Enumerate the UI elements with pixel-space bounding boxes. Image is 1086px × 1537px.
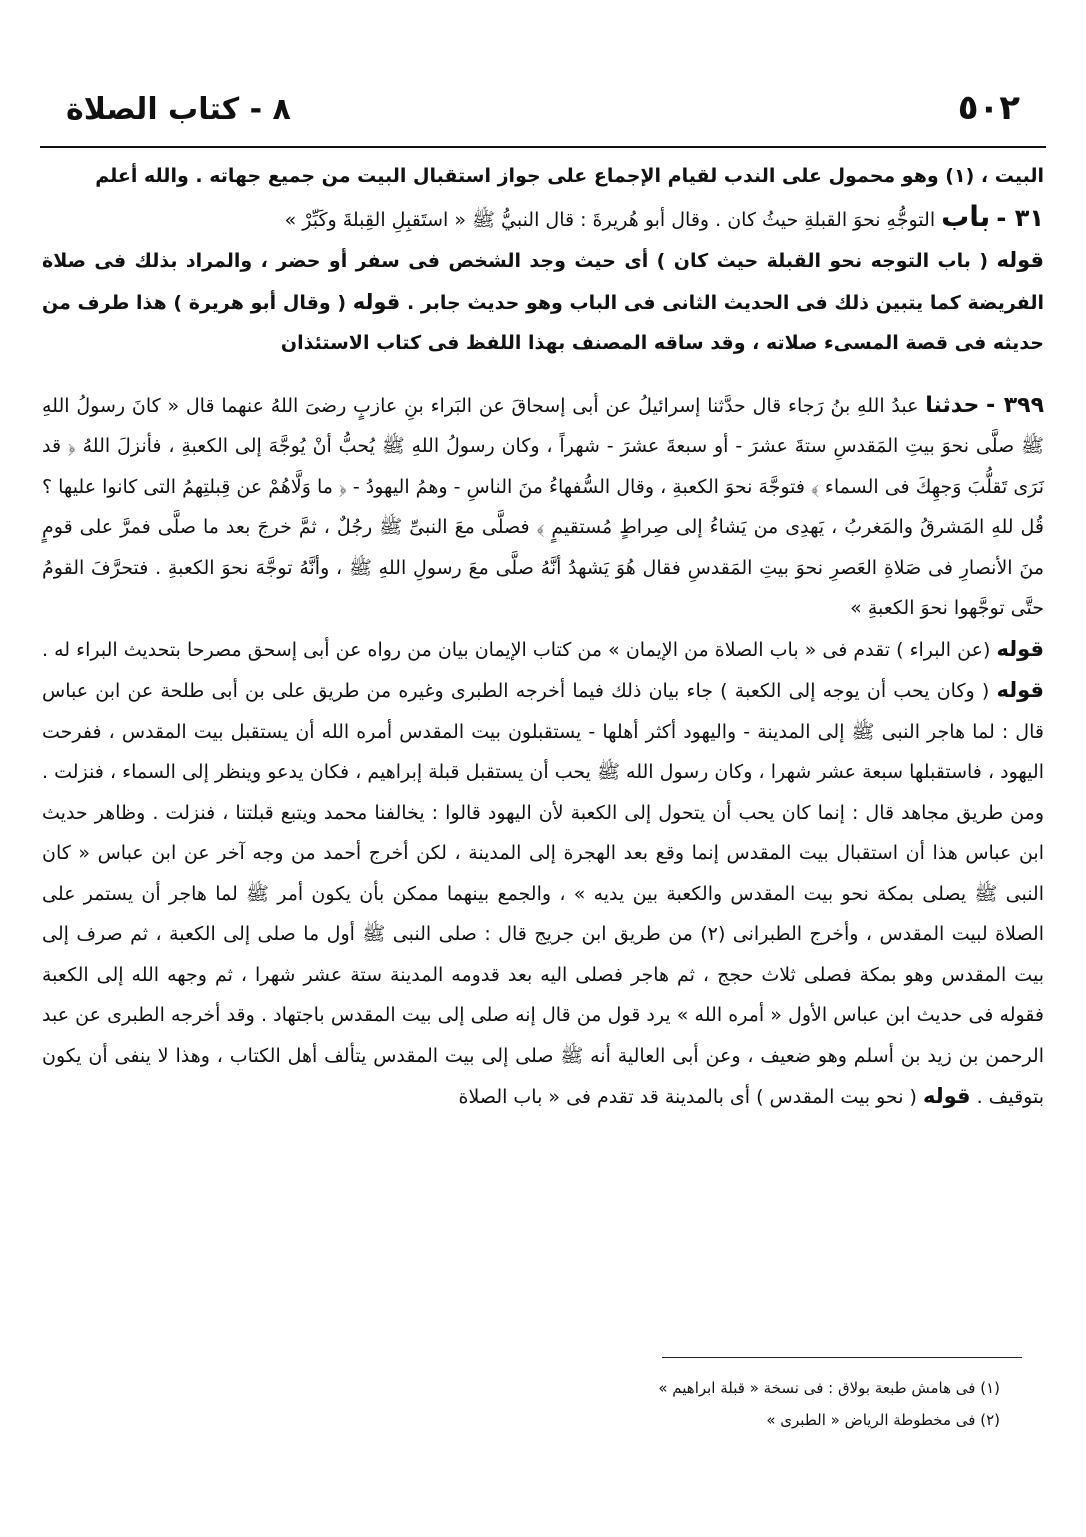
footnote-rule [662,1357,1022,1358]
chapter-heading [42,197,1044,241]
qawluhu-label: قوله [996,678,1044,702]
qawluhu-label: قوله [352,289,401,314]
footnote: (٢) فى مخطوطة الرياض « الطبرى » [766,1411,1000,1429]
qawluhu-label: قوله [923,1084,971,1108]
footnote: (١) فى هامش طبعة بولاق : فى نسخة « قبلة ابراهيم » [658,1379,1000,1397]
qawluhu-label: قوله [996,248,1044,272]
chapter-heading-text: التوجُّهِ نحوَ القبلةِ حيثُ كان . وقال أبو هُريرةَ : قال النبيُّ ﷺ « استَقبِلِ القِبلةَ وكَبِّرْ » [284,208,936,231]
running-chapter-title: ٨ - كتاب الصلاة [66,92,291,127]
qawluhu-label: قوله [996,636,1044,661]
commentary-block [42,629,1044,1118]
haddathana-word: حدثنا [925,392,980,418]
header-rule [40,146,1046,148]
intro-line-text: البيت ، (١) وهو محمول على الندب لقيام الإجماع على جواز استقبال البيت من جميع جهاته . والله أعلم [95,165,1044,187]
chapter-bab-word: باب [941,199,991,233]
chapter-number: ٣١ - [996,203,1044,232]
footnotes [658,1372,1000,1436]
hadith-text: عبدُ اللهِ بنُ رَجاء قال حدَّثنا إسرائيلُ عن أبى إسحاقَ عن البَراء بنِ عازبٍ رضىَ اللهُ عنهما قال « كانَ رسولُ اللهِ ﷺ صلَّى نحوَ بيتِ المَقدسِ ستةَ عشرَ - أو سبعةَ عشرَ - شهراً ، وكان رسولُ اللهِ ﷺ يُحبُّ أنْ يُوجَّهَ إلى الكعبةِ ، فأنزلَ اللهُ ﴿ قد نَرَى تَقلُّبَ وَجهِكَ فى السماء ﴾ فتوجَّهَ نحوَ الكعبةِ ، وقال السُّفهاءُ منَ الناسِ - وهمُ اليهودُ - ﴿ ما وَلَّاهُمْ عن قِبلتِهمُ التى كانوا عليها ؟ قُل للهِ المَشرقُ والمَغربُ ، يَهدِى من يَشاءُ إلى صِراطٍ مُستقيمٍ ﴾ فصلَّى معَ النبىِّ ﷺ رجُلٌ ، ثمَّ خرجَ بعد ما صلَّى فمرَّ على قومٍ منَ الأنصارِ فى صَلاةِ العَصرِ نحوَ بيتِ المَقدسِ فقال هُوَ يَشهدُ أنَّهُ صلَّى معَ رسولِ اللهِ ﷺ ، وأنَّهُ توجَّهَ نحوَ الكعبةِ . فتحرَّفَ القومُ حتَّى توجَّهوا نحوَ الكعبةِ » [42,394,1044,619]
page-number: ٥٠٢ [957,88,1020,128]
qawluhu-text: ( وقال أبو هريرة ) هذا طرف من حديثه فى قصة المسىء صلاته ، وقد ساقه المصنف بهذا اللفظ فى كتاب الاستئذان [42,291,1044,354]
page-header [66,88,1020,134]
main-text [42,156,1044,1118]
intro-line [42,156,1044,197]
commentary-text: ( وكان يحب أن يوجه إلى الكعبة ) جاء بيان ذلك فيما أخرجه الطبرى وغيره من طريق على بن أبى طلحة عن ابن عباس قال : لما هاجر النبى ﷺ إلى المدينة - واليهود أكثر أهلها - يستقبلون بيت المقدس أمره الله أن يستقبل بيت المقدس ، ففرحت اليهود ، فاستقبلها سبعة عشر شهرا ، وكان رسول الله ﷺ يحب أن يستقبل قبلة إبراهيم ، فكان يدعو وينظر إلى السماء ، فنزلت . ومن طريق مجاهد قال : إنما كان يحب أن يتحول إلى الكعبة لأن اليهود قالوا : يخالفنا محمد ويتبع قبلتنا ، فنزلت . وظاهر حديث ابن عباس هذا أن استقبال بيت المقدس إنما وقع بعد الهجرة إلى المدينة ، لكن أخرج أحمد من وجه آخر عن ابن عباس « كان النبى ﷺ يصلى بمكة نحو بيت المقدس والكعبة بين يديه » ، والجمع بينهما ممكن بأن يكون أمر ﷺ لما هاجر أن يستمر على الصلاة لبيت المقدس ، وأخرج الطبرانى (٢) من طريق ابن جريج قال : صلى النبى ﷺ أول ما صلى إلى الكعبة ، ثم صرف إلى بيت المقدس وهو بمكة فصلى ثلاث حجج ، ثم هاجر فصلى اليه بعد قدومه المدينة ستة عشر شهرا ، ثم وجهه الله إلى الكعبة فقوله فى حديث ابن عباس الأول « أمره الله » يرد قول من قال إنه صلى إلى بيت المقدس باجتهاد . وقد أخرجه الطبرى عن عبد الرحمن بن زيد بن أسلم وهو ضعيف ، وعن أبى العالية أنه ﷺ صلى إلى بيت المقدس يتألف أهل الكتاب ، وهذا لا ينفى أن يكون بتوقيف . [42,680,1044,1108]
hadith-block [42,386,1044,629]
commentary-text: (عن البراء ) تقدم فى « باب الصلاة من الإيمان » من كتاب الإيمان بيان من رواه عن أبى إسحق مصرحا بتحديث البراء له . [42,638,991,661]
commentary-chapter [42,240,1044,364]
hadith-number: ٣٩٩ - [986,392,1045,418]
qawluhu-text: ( باب التوجه نحو القبلة حيث كان ) أى حيث وجد الشخص فى سفر أو حضر ، والمراد بذلك فى صلاة الفريضة كما يتبين ذلك فى الحديث الثانى فى الباب وهو حديث جابر . [42,250,1044,314]
commentary-text: ( نحو بيت المقدس ) أى بالمدينة قد تقدم فى « باب الصلاة [458,1086,917,1108]
